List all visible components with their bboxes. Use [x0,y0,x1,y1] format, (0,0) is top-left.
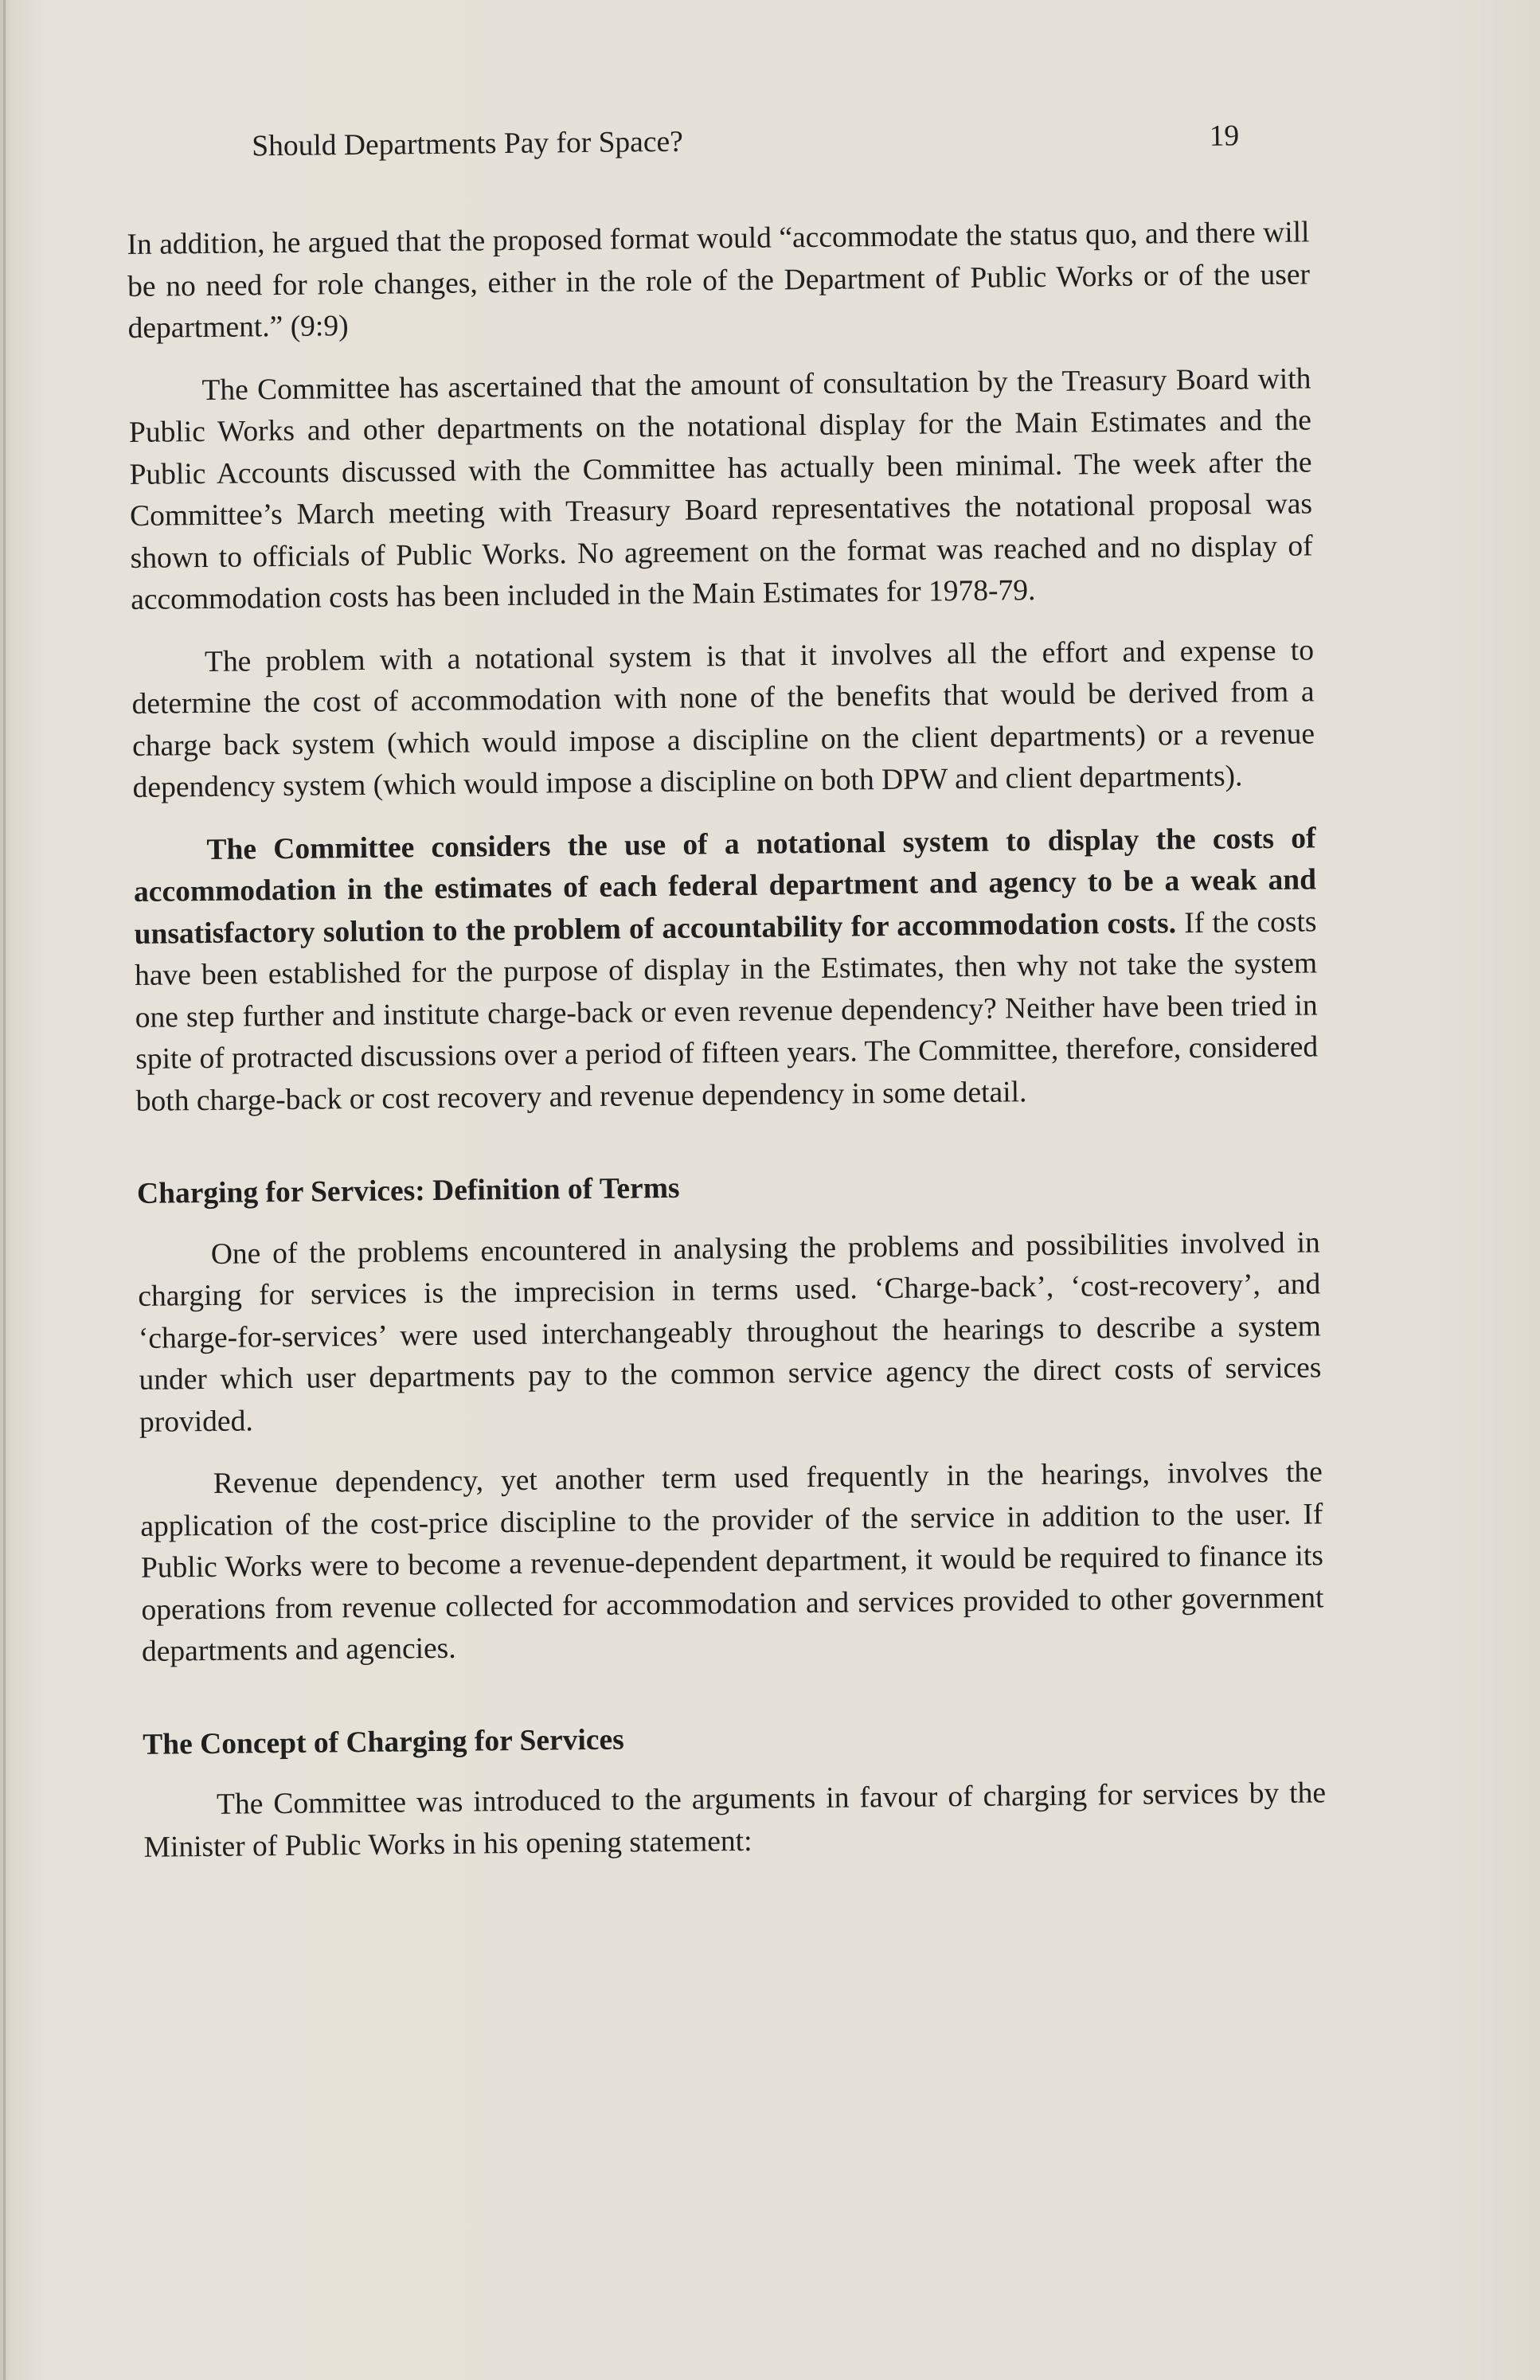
paragraph-2: The Committee has ascertained that the amount of consultation by the Treasury Board with Public Works and other departments on the notational display for the Main Estimates and the Public Accounts discussed with the Committee has actually been minimal. The week after the Committee’s March meeting with Treasury Board representatives the notational proposal was shown to officials of Public Works. No agreement on the format was reached and no display of accommodation costs has been included in the Main Estimates for 1978-79. [128,361,1313,616]
page-number: 19 [1209,119,1240,153]
paragraph-5: One of the problems encountered in analysing the problems and possibilities involved in charging for services is the imprecision in terms used. ‘Charge-back’, ‘cost-recovery’, and ‘charge-for-services’ were used interchangeably throughout the hearings to describe a system under which user departments pay to the common service agency the direct costs of services provided. [138,1225,1322,1439]
paragraph-7: The Committee was introduced to the arguments in favour of charging for services by the Minister of Public Works in his opening statement: [143,1776,1327,1864]
running-title: Should Departments Pay for Space? [252,125,683,163]
paragraph-3: The problem with a notational system is that it involves all the effort and expense to determine the cost of accommodation with none of the benefits that would be derived from a charge back system (which would impose a discipline on the client departments) or a revenue dependency system (which would impose a discipline on both DPW and client departments). [131,633,1315,804]
section-heading-definition-of-terms: Charging for Services: Definition of Terms [136,1171,680,1210]
paragraph-4 [133,818,1319,1123]
section-heading-concept-of-charging: The Concept of Charging for Services [143,1723,624,1761]
paragraph-6: Revenue dependency, yet another term used frequently in the hearings, involves the application of the cost-price discipline to the provider of the service in addition to the user. If Public Works were to become a revenue-dependent department, it would be required to finance its operations from revenue collected for accommodation and services provided to other government departments and agencies. [140,1456,1324,1668]
page-content [126,115,1339,1869]
paragraph-1: In addition, he argued that the proposed format would “accommodate the status quo, and there will be no need for role changes, either in the role of the Department of Public Works or of the user department.” (9:9) [127,216,1311,345]
paragraph-4-continuation: If the costs have been established for the purpose of display in the Estimates, then why not take the system one step further and institute charge-back or even revenue dependency? Neither have been tried in spite of protracted discussions over a period of fifteen years. The Committee, therefore, considered both charge-back or cost recovery and revenue dependency in some detail. [134,905,1319,1118]
committee-recommendation: The Committee considers the use of a notational system to display the costs of accommodation in the estimates of each federal department and agency to be a weak and unsatisfactory solution to the problem of accountability for accommodation costs. [133,821,1317,951]
page-header [252,115,1240,174]
